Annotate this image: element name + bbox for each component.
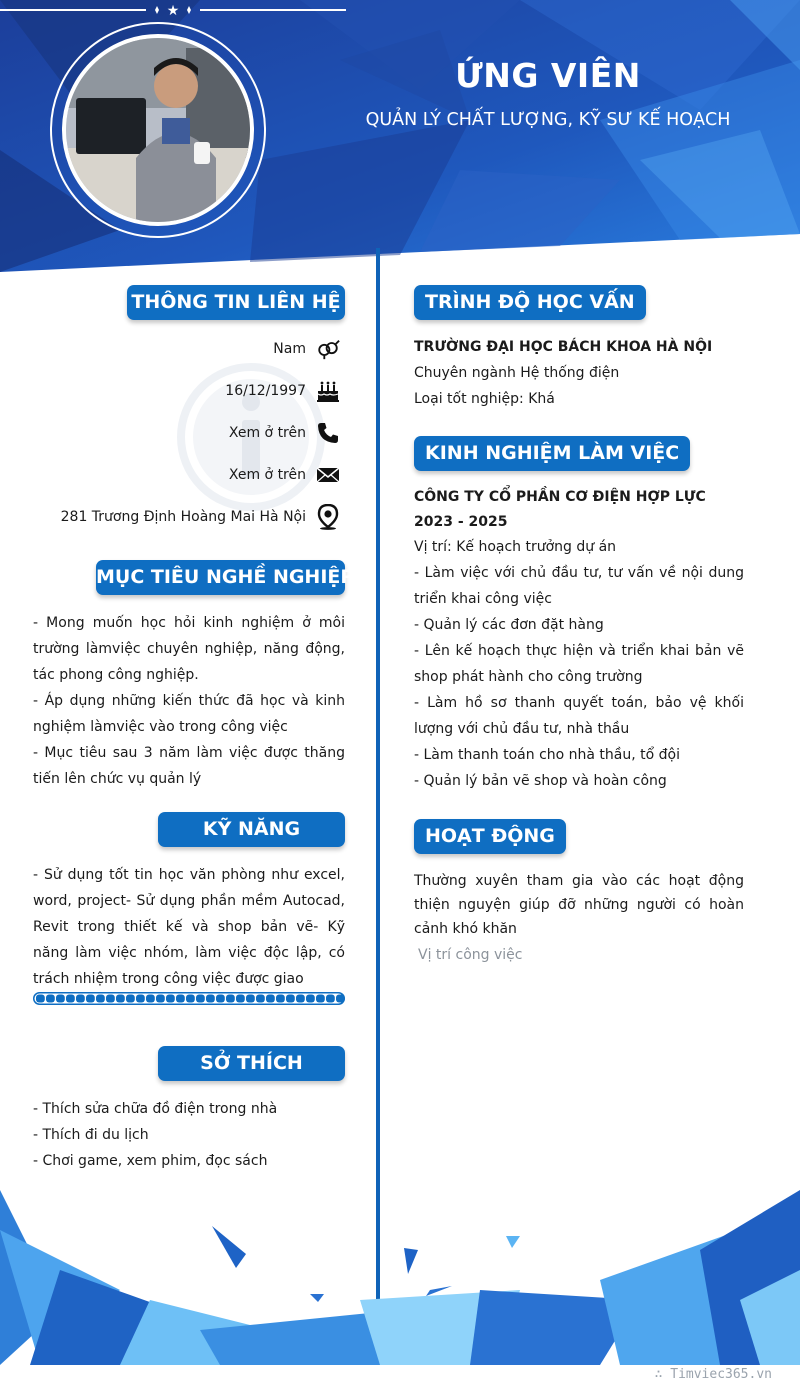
svg-text:★: ★	[166, 3, 180, 19]
skill-level-segment	[36, 995, 45, 1003]
skill-level-segment	[296, 995, 305, 1003]
activities-placeholder[interactable]: Vị trí công việc	[418, 947, 523, 963]
column-divider	[376, 248, 380, 1328]
experience-duty: - Quản lý các đơn đặt hàng	[414, 617, 604, 633]
contact-phone	[229, 420, 340, 446]
skill-level-segment	[226, 995, 235, 1003]
skill-level-segment	[266, 995, 275, 1003]
experience-duty: - Làm hồ sơ thanh quyết toán, bảo vệ khối lượng với chủ đầu tư, nhà thầu	[414, 695, 744, 737]
skill-level-segment	[96, 995, 105, 1003]
address-label: 281 Trương Định Hoàng Mai Hà Nội	[60, 509, 306, 525]
skill-level-segment	[176, 995, 185, 1003]
hobby-item: - Thích sửa chữa đồ điện trong nhà	[33, 1101, 278, 1117]
decorative-stars-divider	[0, 0, 346, 20]
contact-email	[229, 462, 340, 488]
skill-level-segment	[216, 995, 225, 1003]
skill-level-segment	[316, 995, 325, 1003]
education-grade: Loại tốt nghiệp: Khá	[414, 391, 555, 407]
experience-duty: - Quản lý bản vẽ shop và hoàn công	[414, 773, 667, 789]
skill-level-segment	[156, 995, 165, 1003]
objective-line: - Áp dụng những kiến thức đã học và kinh nghiệm làmviệc vào trong công việc	[33, 693, 345, 735]
gender-label: Nam	[273, 341, 306, 357]
experience-duty: - Làm việc với chủ đầu tư, tư vấn về nội dung triển khai công việc	[414, 565, 744, 607]
objective-line: - Mong muốn học hỏi kinh nghiệm ở môi trường làmviệc chuyên nghiệp, năng động, tác phong công nghiệp.	[33, 615, 345, 683]
skill-level-segment	[326, 995, 335, 1003]
skill-level-segment	[186, 995, 195, 1003]
candidate-position: QUẢN LÝ CHẤT LƯỢNG, KỸ SƯ KẾ HOẠCH	[365, 110, 731, 130]
objective-line: - Mục tiêu sau 3 năm làm việc được thăng tiến lên chức vụ quản lý	[33, 745, 345, 787]
experience-duty: - Lên kế hoạch thực hiện và triển khai bản vẽ shop phát hành cho công trường	[414, 643, 744, 685]
hobbies-list	[33, 1096, 345, 1174]
avatar-image	[66, 38, 250, 222]
location-pin-icon	[316, 505, 340, 529]
birthday-label: 16/12/1997	[225, 383, 306, 399]
skill-level-segment	[196, 995, 205, 1003]
skill-level-segment	[276, 995, 285, 1003]
skill-level-segment	[86, 995, 95, 1003]
skill-level-segment	[286, 995, 295, 1003]
skills-text: - Sử dụng tốt tin học văn phòng như excel, word, project- Sử dụng phần mềm Autocad, Revit trong thiết kế và shop bản vẽ- Kỹ năng làm việc nhóm, làm việc độc lập, có trách nhiệm trong công việc được giao	[33, 867, 345, 987]
skill-level-segment	[76, 995, 85, 1003]
envelope-icon	[316, 463, 340, 487]
experience-company: CÔNG TY CỔ PHẦN CƠ ĐIỆN HỢP LỰC	[414, 489, 706, 505]
phone-label: Xem ở trên	[228, 425, 306, 441]
experience-role: Vị trí: Kế hoạch trưởng dự án	[414, 539, 617, 555]
experience-duty: - Làm thanh toán cho nhà thầu, tổ đội	[414, 747, 680, 763]
education-major: Chuyên ngành Hệ thống điện	[414, 365, 620, 381]
skills-heading: KỸ NĂNG	[158, 812, 345, 847]
skill-level-segment	[116, 995, 125, 1003]
skill-level-segment	[126, 995, 135, 1003]
footer-decoration	[0, 1190, 800, 1365]
skill-level-segment	[106, 995, 115, 1003]
skill-level-segment	[336, 995, 345, 1003]
skill-level-segment	[56, 995, 65, 1003]
contact-gender	[273, 336, 340, 362]
experience-heading: KINH NGHIỆM LÀM VIỆC	[414, 436, 690, 471]
avatar	[62, 34, 254, 226]
skill-level-segment	[306, 995, 315, 1003]
hobby-item: - Chơi game, xem phim, đọc sách	[33, 1153, 268, 1169]
email-label: Xem ở trên	[228, 467, 306, 483]
site-watermark: ∴ Timviec365.vn	[654, 1367, 772, 1382]
hobbies-heading: SỞ THÍCH	[158, 1046, 345, 1081]
candidate-name: ỨNG VIÊN	[455, 56, 641, 95]
skill-level-segment	[146, 995, 155, 1003]
experience-time: 2023 - 2025	[414, 514, 508, 530]
skill-level-segment	[46, 995, 55, 1003]
contact-birthday	[225, 378, 340, 404]
skill-level-segment	[256, 995, 265, 1003]
skill-level-segment	[246, 995, 255, 1003]
skill-level-segment	[136, 995, 145, 1003]
objective-text	[33, 610, 345, 792]
gender-icon	[316, 337, 340, 361]
skill-level-segment	[206, 995, 215, 1003]
phone-icon	[316, 421, 340, 445]
contact-address	[61, 504, 340, 530]
contact-heading: THÔNG TIN LIÊN HỆ	[127, 285, 345, 320]
activities-heading: HOẠT ĐỘNG	[414, 819, 566, 854]
birthday-cake-icon	[316, 379, 340, 403]
skill-level-segment	[66, 995, 75, 1003]
education-block	[414, 334, 744, 412]
education-heading: TRÌNH ĐỘ HỌC VẤN	[414, 285, 646, 320]
header-banner	[0, 0, 800, 290]
skill-level-segment	[236, 995, 245, 1003]
activities-text: Thường xuyên tham gia vào các hoạt động thiện nguyện giúp đỡ những người có hoàn cảnh khó khăn	[414, 873, 744, 937]
education-school: TRƯỜNG ĐẠI HỌC BÁCH KHOA HÀ NỘI	[414, 339, 713, 355]
experience-block	[414, 485, 744, 794]
objective-heading: MỤC TIÊU NGHỀ NGHIỆP	[96, 560, 345, 595]
skill-level-segment	[166, 995, 175, 1003]
skill-level-bar	[33, 992, 345, 1005]
hobby-item: - Thích đi du lịch	[33, 1127, 149, 1143]
